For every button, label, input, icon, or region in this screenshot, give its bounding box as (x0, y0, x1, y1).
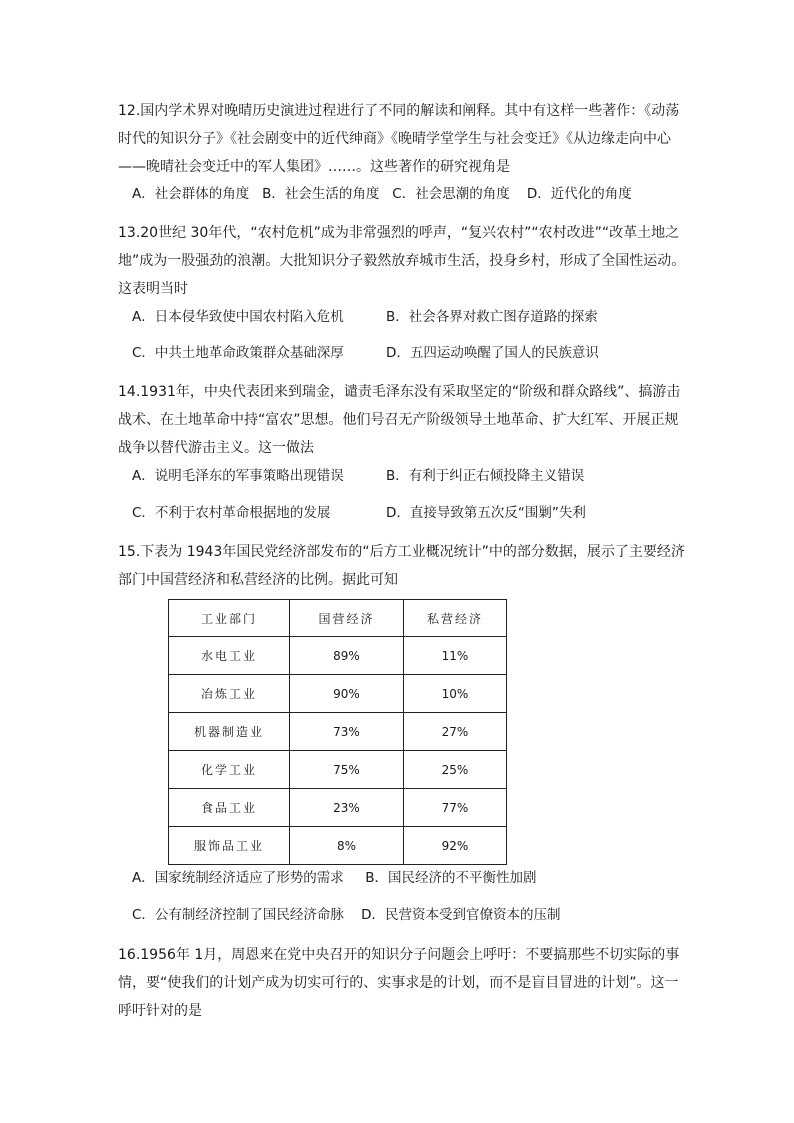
question-15-options-row1 (132, 868, 692, 888)
q15-option-a[interactable]: A．国家统制经济适应了形势的需求 (132, 870, 344, 886)
table-cell: 化学工业 (169, 751, 290, 789)
table-header-row (169, 600, 507, 637)
question-13-options-row2 (132, 343, 692, 363)
q13-option-a[interactable]: A．日本侵华致使中国农村陷入危机 (132, 309, 344, 325)
question-16: 16.1956年 1月，周恩来在党中央召开的知识分子问题会上呼吁：不要搞那些不切实际的事情，要“使我们的计划产成为切实可行的、实事求是的计划，而不是盲目冒进的计划”。这一呼吁针对的是 (118, 947, 680, 1019)
q12-option-c[interactable]: C．社会思潮的角度 (392, 186, 510, 202)
table-cell: 27% (404, 713, 507, 751)
q13-option-c[interactable]: C．中共土地革命政策群众基础深厚 (132, 345, 344, 361)
question-15: 15.下表为 1943年国民党经济部发布的“后方工业概况统计”中的部分数据，展示了主要经济部门中国营经济和私营经济的比例。据此可知 (118, 544, 685, 588)
table-cell: 水电工业 (169, 637, 290, 675)
question-12: 12.国内学术界对晚晴历史演进过程进行了不同的解读和阐释。其中有这样一些著作：《动荡时代的知识分子》《社会剧变中的近代绅商》《晚晴学堂学生与社会变迁》《从边缘走向中心——晚晴社会变迁中的军人集团》……。这些著作的研究视角是 (118, 103, 680, 175)
q13-option-d[interactable]: D．五四运动唤醒了国人的民族意识 (386, 345, 599, 361)
table-header-cell: 国营经济 (290, 600, 404, 637)
question-13: 13.20世纪 30年代，“农村危机”成为非常强烈的呼声，“复兴农村”“农村改进”“改革土地之地”成为一股强劲的浪潮。大批知识分子毅然放弃城市生活，投身乡村，形成了全国性运动。这表明当时 (118, 225, 686, 297)
q12-option-a[interactable]: A．社会群体的角度 (132, 186, 250, 202)
table-cell: 77% (404, 789, 507, 827)
q15-option-d[interactable]: D．民营资本受到官僚资本的压制 (361, 907, 561, 923)
table-row (169, 827, 507, 865)
table-cell: 服饰品工业 (169, 827, 290, 865)
table-row (169, 751, 507, 789)
question-15-options-row2 (132, 905, 692, 925)
table-cell: 90% (290, 675, 404, 713)
q14-option-c[interactable]: C．不利于农村革命根据地的发展 (132, 505, 331, 521)
q15-option-c[interactable]: C．公有制经济控制了国民经济命脉 (132, 907, 344, 923)
table-row (169, 637, 507, 675)
question-13-options-row1 (132, 307, 692, 327)
question-14-options-row1 (132, 466, 692, 486)
q13-option-b[interactable]: B．社会各界对救亡图存道路的探索 (386, 309, 598, 325)
q12-option-d[interactable]: D．近代化的角度 (526, 186, 632, 202)
table-header-cell: 工业部门 (169, 600, 290, 637)
question-14-options-row2 (132, 503, 692, 523)
table-cell: 89% (290, 637, 404, 675)
table-cell: 食品工业 (169, 789, 290, 827)
q15-option-b[interactable]: B．国民经济的不平衡性加剧 (365, 870, 537, 886)
table-cell: 8% (290, 827, 404, 865)
table-cell: 10% (404, 675, 507, 713)
question-14: 14.1931年，中央代表团来到瑞金，谴责毛泽东没有采取坚定的“阶级和群众路线”、搞游击战术、在土地革命中持“富农”思想。他们号召无产阶级领导土地革命、扩大红军、开展正规战争以替代游击主义。这一做法 (118, 384, 681, 456)
q14-option-a[interactable]: A．说明毛泽东的军事策略出现错误 (132, 468, 344, 484)
table-cell: 11% (404, 637, 507, 675)
table-cell: 23% (290, 789, 404, 827)
q14-option-b[interactable]: B．有利于纠正右倾投降主义错误 (386, 468, 585, 484)
table-cell: 92% (404, 827, 507, 865)
table-header-cell: 私营经济 (404, 600, 507, 637)
table-row (169, 713, 507, 751)
question-12-options (132, 184, 692, 204)
table-cell: 25% (404, 751, 507, 789)
q12-option-b[interactable]: B．社会生活的角度 (262, 186, 380, 202)
table-cell: 机器制造业 (169, 713, 290, 751)
table-cell: 75% (290, 751, 404, 789)
table-cell: 73% (290, 713, 404, 751)
table-cell: 冶炼工业 (169, 675, 290, 713)
table-row (169, 789, 507, 827)
industry-statistics-table (168, 599, 507, 865)
q14-option-d[interactable]: D．直接导致第五次反“围剿”失利 (386, 505, 586, 521)
table-row (169, 675, 507, 713)
